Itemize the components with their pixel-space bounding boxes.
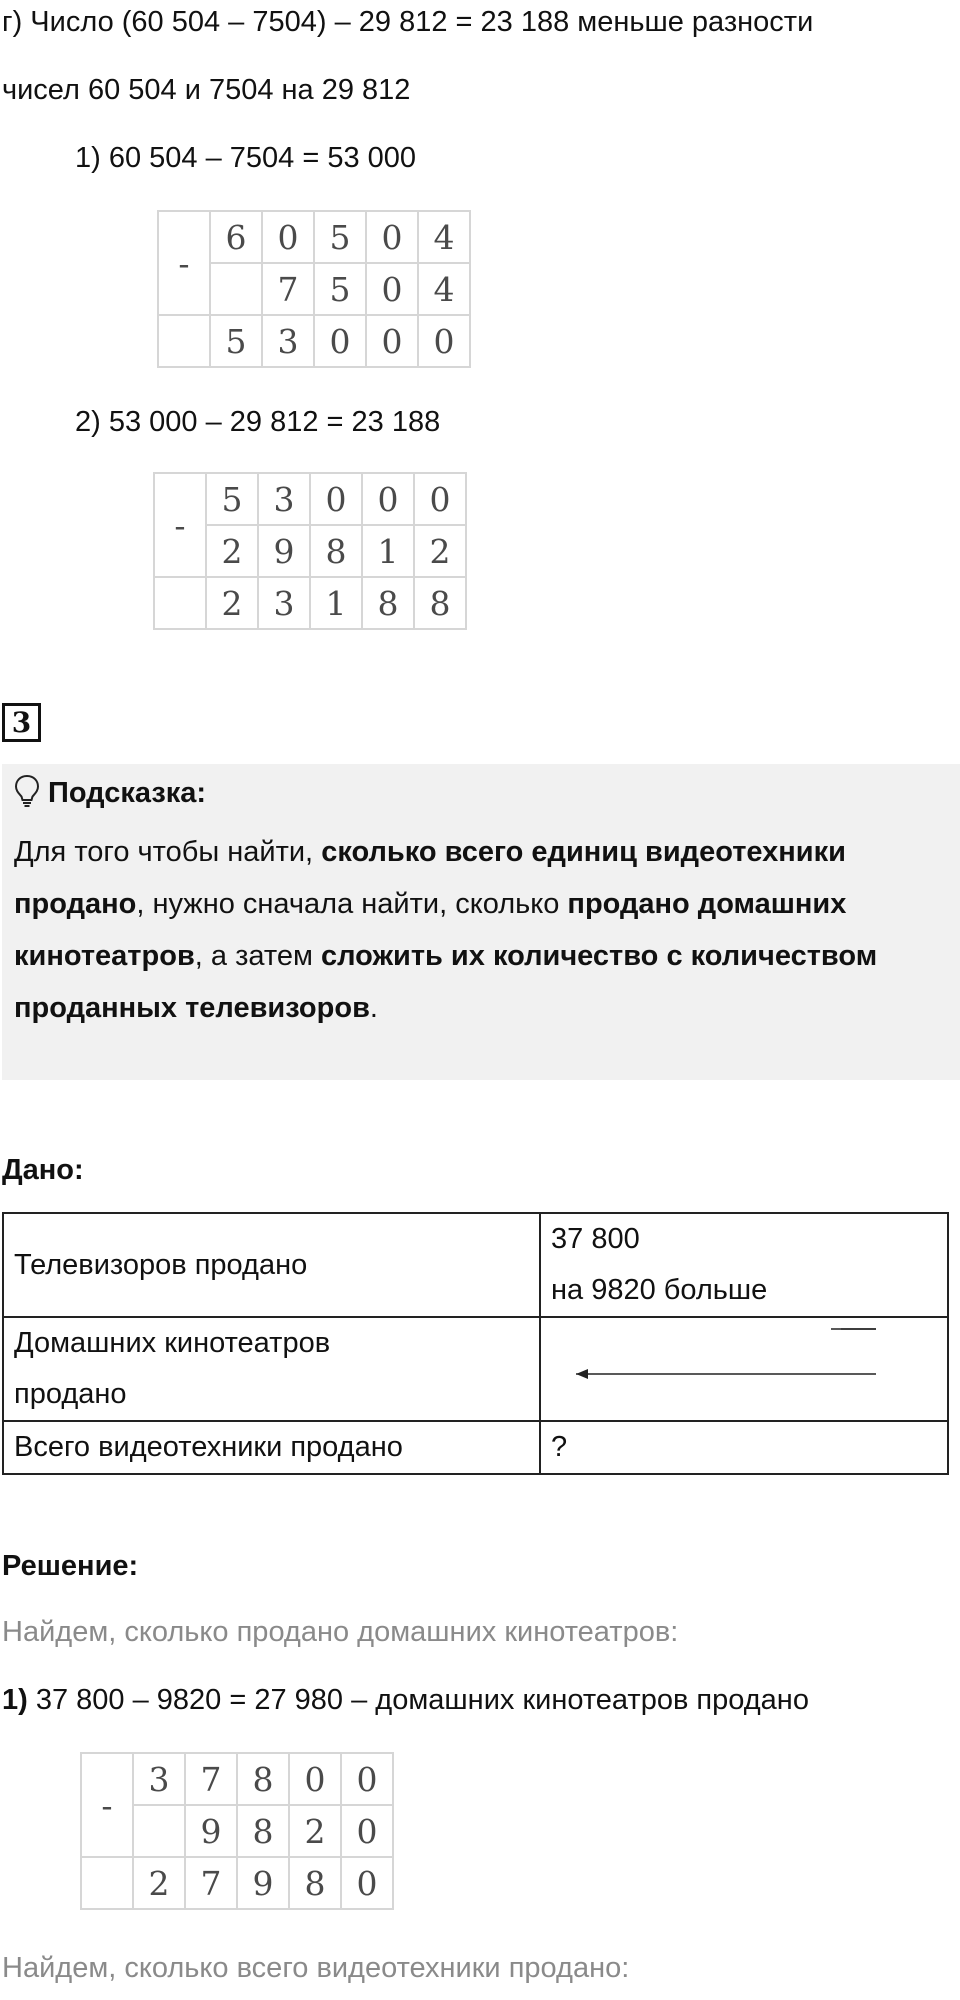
result-digit: 8 (362, 577, 414, 629)
given-label-line2: продано (14, 1378, 127, 1410)
digit: 8 (237, 1753, 289, 1805)
part-g-step2: 2) 53 000 – 29 812 = 23 188 (75, 406, 441, 438)
lightbulb-icon (14, 774, 40, 808)
digit: 0 (289, 1753, 341, 1805)
column-subtraction-3 (80, 1752, 394, 1910)
digit: 7 (185, 1753, 237, 1805)
table-row (3, 1213, 948, 1317)
result-digit: 0 (341, 1857, 393, 1909)
result-digit: 3 (262, 315, 314, 367)
digit: 3 (258, 473, 310, 525)
result-digit: 7 (185, 1857, 237, 1909)
part-g-line1: г) Число (60 504 – 7504) – 29 812 = 23 188 меньше разности (2, 6, 814, 38)
digit: 2 (206, 525, 258, 577)
given-title: Дано: (2, 1154, 84, 1186)
digit: 0 (341, 1753, 393, 1805)
solution-step1: 1) 37 800 – 9820 = 27 980 – домашних кинотеатров продано (2, 1684, 809, 1716)
digit: 2 (289, 1805, 341, 1857)
given-value (540, 1213, 948, 1317)
given-value (540, 1317, 948, 1421)
result-digit: 8 (289, 1857, 341, 1909)
digit: 0 (366, 263, 418, 315)
digit: 0 (341, 1805, 393, 1857)
solution-intro-1: Найдем, сколько продано домашних кинотеатров: (2, 1616, 679, 1648)
task-number: 3 (2, 703, 41, 742)
result-digit: 2 (206, 577, 258, 629)
hint-title (14, 774, 206, 811)
result-digit: 2 (133, 1857, 185, 1909)
result-digit: 1 (310, 577, 362, 629)
given-label: Всего видеотехники продано (3, 1421, 540, 1474)
minus-sign: - (158, 211, 210, 315)
digit: 4 (418, 211, 470, 263)
digit: 9 (185, 1805, 237, 1857)
column-subtraction-1 (157, 210, 471, 368)
hint-box (2, 764, 960, 1080)
digit: 3 (133, 1753, 185, 1805)
given-value: ? (540, 1421, 948, 1474)
digit: 0 (366, 211, 418, 263)
empty-cell (154, 577, 206, 629)
result-digit: 5 (210, 315, 262, 367)
digit: 5 (314, 211, 366, 263)
given-value-line2: на 9820 больше (551, 1274, 768, 1306)
empty-cell (158, 315, 210, 367)
result-digit: 8 (414, 577, 466, 629)
digit: 0 (414, 473, 466, 525)
digit: 2 (414, 525, 466, 577)
result-digit: 9 (237, 1857, 289, 1909)
result-digit: 3 (258, 577, 310, 629)
given-label: Телевизоров продано (3, 1213, 540, 1317)
table-row (3, 1317, 948, 1421)
arrow-left-icon (576, 1324, 876, 1380)
solution-title: Решение: (2, 1550, 139, 1582)
digit: 5 (206, 473, 258, 525)
minus-sign: - (154, 473, 206, 577)
given-value-line1: 37 800 (551, 1223, 640, 1255)
given-label (3, 1317, 540, 1421)
table-row (3, 1421, 948, 1474)
digit: 8 (237, 1805, 289, 1857)
part-g-line2: чисел 60 504 и 7504 на 29 812 (2, 74, 411, 106)
result-digit: 0 (314, 315, 366, 367)
column-subtraction-2 (153, 472, 467, 630)
digit: 6 (210, 211, 262, 263)
given-table (2, 1212, 949, 1475)
digit: 0 (362, 473, 414, 525)
digit: 1 (362, 525, 414, 577)
digit: 4 (418, 263, 470, 315)
digit: 0 (310, 473, 362, 525)
digit: 5 (314, 263, 366, 315)
given-label-line1: Домашних кинотеатров (14, 1327, 331, 1359)
digit (210, 263, 262, 315)
digit: 7 (262, 263, 314, 315)
hint-title-text: Подсказка: (48, 777, 207, 809)
digit: 9 (258, 525, 310, 577)
digit: 0 (262, 211, 314, 263)
digit (133, 1805, 185, 1857)
digit: 8 (310, 525, 362, 577)
solution-intro-2: Найдем, сколько всего видеотехники продано: (2, 1952, 630, 1984)
result-digit: 0 (366, 315, 418, 367)
hint-text: Для того чтобы найти, сколько всего единиц видеотехники продано, нужно сначала найти, сколько продано домашних кинотеатров, а затем сложить их количество с количеством проданных телевизоров. (14, 836, 878, 1024)
minus-sign: - (81, 1753, 133, 1857)
part-g-step1: 1) 60 504 – 7504 = 53 000 (75, 142, 417, 174)
result-digit: 0 (418, 315, 470, 367)
empty-cell (81, 1857, 133, 1909)
